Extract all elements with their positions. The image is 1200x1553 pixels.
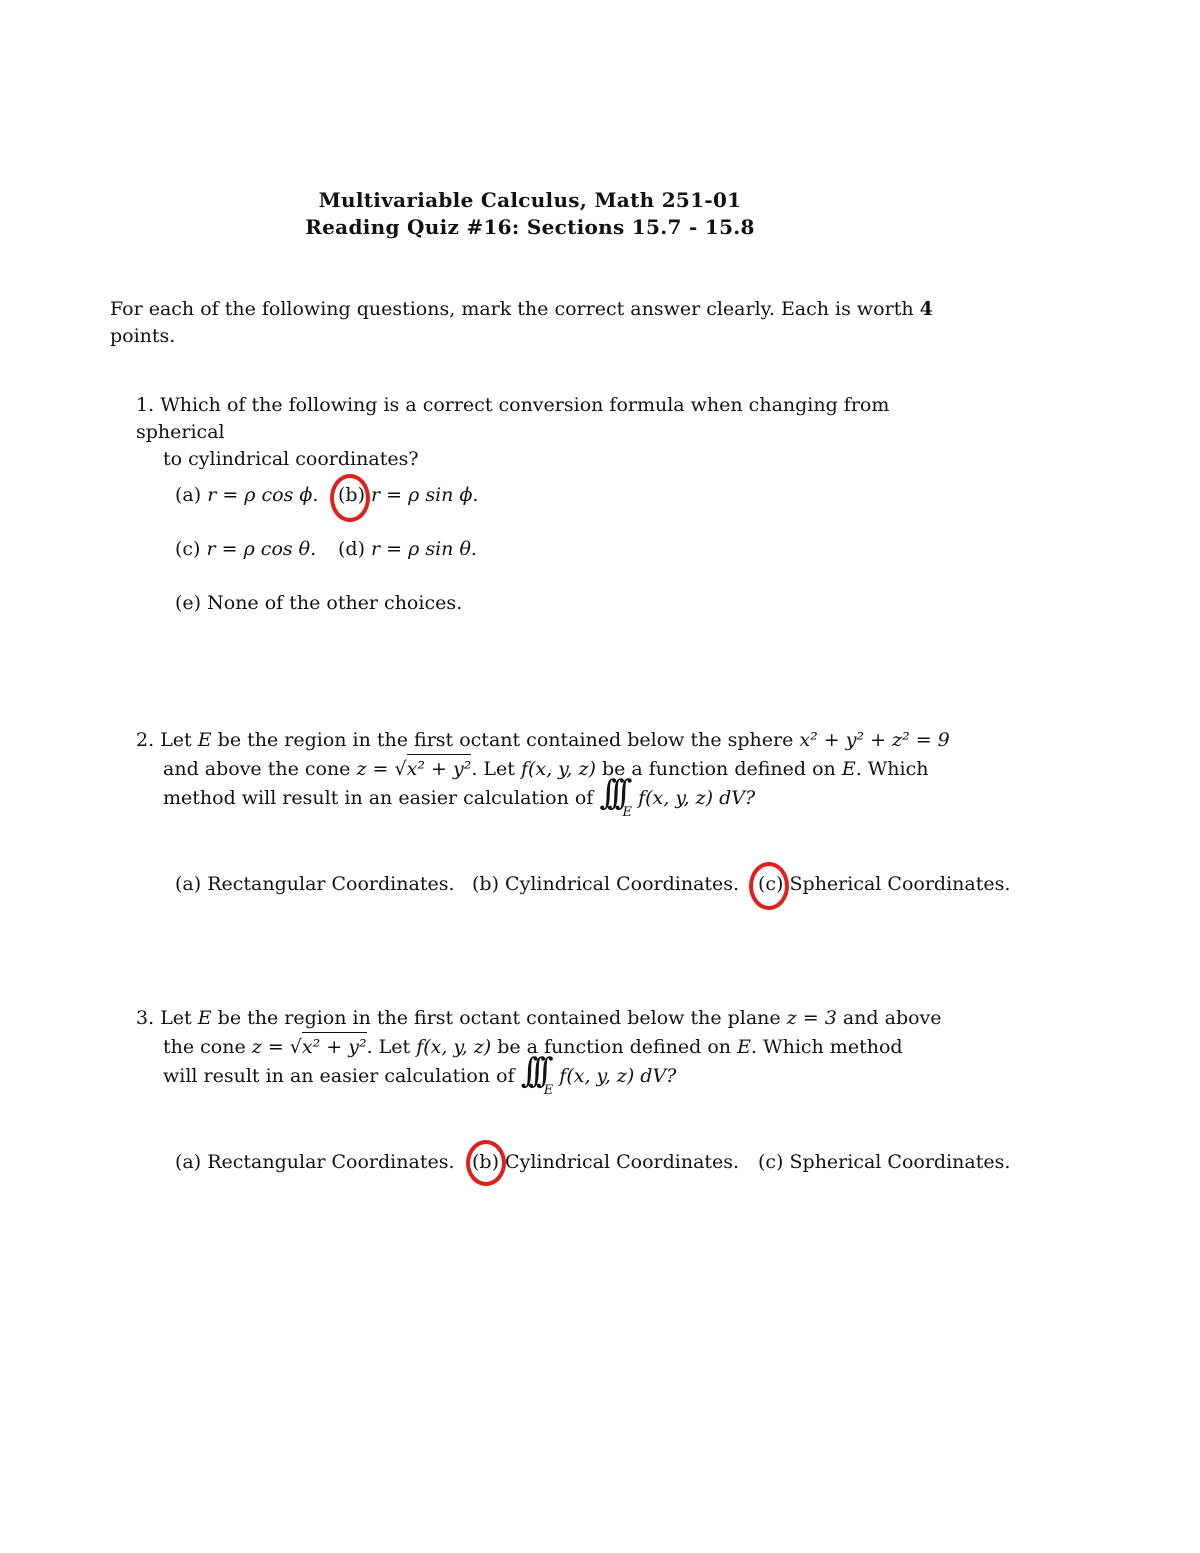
option-label: (c): [758, 1151, 784, 1173]
option-label: (a): [175, 484, 202, 506]
integrand: f(x, y, z) dV?: [638, 787, 756, 809]
plane-equation: z = 3: [786, 1007, 837, 1029]
question-number: 1.: [136, 394, 155, 416]
quiz-title: Reading Quiz #16: Sections 15.7 - 15.8: [305, 215, 755, 239]
function: f(x, y, z): [416, 1036, 492, 1058]
cone-lhs: z =: [251, 1036, 284, 1058]
instructions-line2: points.: [110, 325, 176, 347]
text: be the region in the first octant contained below the sphere: [217, 729, 794, 751]
option-text: r = ρ cos ϕ.: [207, 484, 319, 506]
q2-option-a[interactable]: [175, 871, 455, 898]
course-title: Multivariable Calculus, Math 251-01: [318, 188, 742, 212]
q1-option-d[interactable]: [338, 536, 477, 563]
integrand: f(x, y, z) dV?: [559, 1065, 677, 1087]
text: be the region in the first octant contained below the plane: [217, 1007, 781, 1029]
q3-option-c[interactable]: [758, 1149, 1010, 1176]
option-text: r = ρ sin ϕ.: [371, 484, 479, 506]
option-text: Cylindrical Coordinates.: [505, 1151, 740, 1173]
question-number: 3.: [136, 1007, 155, 1029]
option-label: (b): [472, 873, 499, 895]
cone-radicand: x² + y²: [302, 1032, 367, 1061]
answer-circle-q1: [330, 474, 370, 522]
q3-option-a[interactable]: [175, 1149, 455, 1176]
region-symbol: E: [841, 758, 856, 780]
sqrt: √x² + y²: [395, 758, 472, 780]
text: will result in an easier calculation of: [163, 1065, 515, 1087]
q1-option-a[interactable]: [175, 482, 318, 509]
text: and above the cone: [163, 758, 351, 780]
function: f(x, y, z): [520, 758, 596, 780]
option-label: (b): [338, 484, 365, 506]
option-text: Spherical Coordinates.: [789, 873, 1011, 895]
option-text: r = ρ sin θ.: [371, 538, 477, 560]
q1-option-c[interactable]: [175, 536, 316, 563]
region-symbol: E: [737, 1036, 751, 1058]
text: method will result in an easier calculation of: [163, 787, 594, 809]
question-text-line2: to cylindrical coordinates?: [163, 448, 419, 470]
q3-option-b[interactable]: [472, 1149, 739, 1176]
q2-option-c[interactable]: [758, 871, 1010, 898]
answer-circle-q3: [466, 1140, 506, 1186]
option-text: Spherical Coordinates.: [789, 1151, 1011, 1173]
points-value: 4: [919, 298, 933, 320]
question-3-line3: [163, 1051, 677, 1098]
option-label: (a): [175, 873, 202, 895]
option-label: (e): [175, 592, 202, 614]
cone-radicand: x² + y²: [407, 754, 472, 783]
option-text: r = ρ cos θ.: [206, 538, 317, 560]
text: . Let: [366, 1036, 411, 1058]
q1-option-e[interactable]: [175, 590, 462, 617]
option-label: (c): [175, 538, 201, 560]
option-label: (d): [338, 538, 365, 560]
text: . Let: [471, 758, 515, 780]
option-label: (c): [758, 873, 784, 895]
instructions-line1: For each of the following questions, mark the correct answer clearly. Each is worth: [110, 298, 914, 320]
option-label: (a): [175, 1151, 202, 1173]
text: and above: [842, 1007, 942, 1029]
q2-option-b[interactable]: [472, 871, 739, 898]
option-text: Rectangular Coordinates.: [207, 873, 455, 895]
option-label: (b): [472, 1151, 499, 1173]
integral-subscript: E: [543, 1083, 554, 1098]
triple-integral-icon: ∫∫∫: [599, 773, 623, 813]
question-3: [136, 1005, 976, 1061]
answer-circle-q2: [749, 862, 789, 910]
triple-integral-icon: ∫∫∫: [520, 1051, 544, 1091]
integral-subscript: E: [622, 805, 633, 820]
cone-lhs: z =: [356, 758, 389, 780]
text: . Which: [855, 758, 929, 780]
sphere-equation: x² + y² + z² = 9: [799, 729, 950, 751]
text: Let: [160, 729, 192, 751]
sqrt: √x² + y²: [290, 1036, 367, 1058]
question-2-line3: [163, 773, 756, 820]
text: Let: [160, 1007, 192, 1029]
option-text: None of the other choices.: [207, 592, 463, 614]
text: the cone: [163, 1036, 246, 1058]
question-2: [136, 727, 976, 783]
instructions: [110, 296, 970, 350]
option-text: Rectangular Coordinates.: [207, 1151, 455, 1173]
region-symbol: E: [197, 1007, 212, 1029]
text: . Which method: [750, 1036, 903, 1058]
option-text: Cylindrical Coordinates.: [505, 873, 740, 895]
question-number: 2.: [136, 729, 155, 751]
text: be a function defined on: [601, 758, 836, 780]
question-1: [136, 392, 976, 473]
question-text-line1: Which of the following is a correct conversion formula when changing from spherical: [136, 394, 890, 443]
region-symbol: E: [197, 729, 212, 751]
text: be a function defined on: [497, 1036, 732, 1058]
